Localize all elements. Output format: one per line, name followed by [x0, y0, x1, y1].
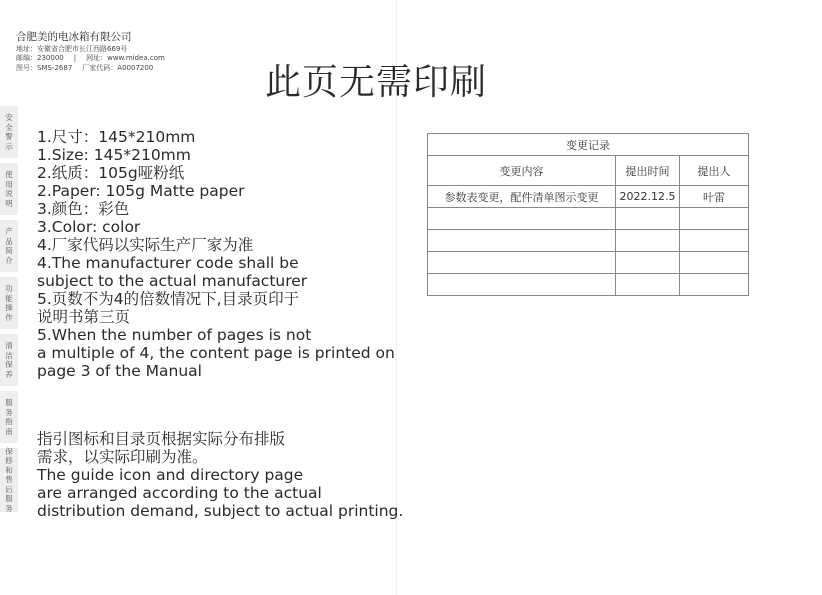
side-tab — [0, 106, 18, 158]
note-line: a multiple of 4, the content page is printed on — [37, 344, 395, 362]
side-tab-char: 能 — [5, 293, 13, 303]
side-tab-char: 养 — [5, 369, 13, 379]
company-info — [16, 32, 165, 74]
separator: | — [73, 54, 77, 62]
postcode: 邮编：230000 — [16, 54, 64, 62]
table-cell — [428, 230, 616, 252]
side-tab-char: 保 — [5, 360, 13, 369]
side-tab-char: 安 — [5, 113, 13, 122]
side-tab-char: 产 — [5, 227, 13, 236]
table-cell — [428, 208, 616, 230]
table-cell — [680, 208, 749, 230]
guide-line: distribution demand, subject to actual printing. — [37, 502, 404, 520]
table-row — [428, 252, 749, 274]
doc-number: 图号：SMS-2687 — [16, 63, 73, 72]
side-tab-char: 介 — [5, 255, 13, 265]
note-line: 5.When the number of pages is not — [37, 326, 312, 344]
guide-line: The guide icon and directory page — [37, 466, 304, 484]
side-tab-char: 示 — [5, 141, 13, 151]
vendor-code: 厂家代码：A0007200 — [82, 63, 154, 72]
note-line: 3.颜色：彩色 — [37, 200, 130, 218]
note-line: page 3 of the Manual — [37, 362, 202, 380]
side-tab-char: 保 — [5, 446, 13, 456]
side-tab — [0, 220, 18, 272]
side-tab-char: 指 — [5, 417, 13, 426]
side-tab-char: 后 — [5, 484, 13, 494]
side-tab-char: 使 — [5, 170, 13, 179]
table-cell — [616, 208, 680, 230]
note-line: subject to the actual manufacturer — [37, 272, 308, 290]
table-cell: 2022.12.5 — [616, 186, 680, 208]
note-line: 4.The manufacturer code shall be — [37, 254, 299, 272]
note-line: 4.厂家代码以实际生产厂家为准 — [37, 236, 254, 254]
table-row — [428, 230, 749, 252]
side-tab-char: 清 — [5, 341, 13, 350]
page-headline: 此页无需印刷 — [265, 62, 488, 103]
note-line: 2.纸质：105g哑粉纸 — [37, 164, 185, 182]
guide-line: are arranged according to the actual — [37, 484, 322, 502]
note-line: 2.Paper: 105g Matte paper — [37, 182, 245, 200]
change-log-table — [427, 133, 749, 296]
change-log-title: 变更记录 — [428, 134, 749, 156]
side-tab-char: 售 — [5, 475, 13, 485]
table-row — [428, 208, 749, 230]
guide-line: 指引图标和目录页根据实际分布排版 — [37, 430, 286, 448]
table-cell: 参数表变更，配件清单图示变更 — [428, 186, 616, 208]
guide-notes — [37, 430, 403, 520]
side-tab — [0, 277, 18, 329]
side-tab-char: 明 — [5, 198, 13, 208]
postcode-website-line — [16, 55, 165, 62]
side-tab-char: 操 — [5, 303, 13, 312]
table-cell — [428, 274, 616, 296]
note-line: 1.尺寸：145*210mm — [37, 128, 196, 146]
side-tab-char: 服 — [5, 494, 13, 504]
note-line: 说明书第三页 — [37, 308, 131, 326]
side-tab-char: 功 — [5, 284, 13, 293]
table-cell — [616, 274, 680, 296]
side-tab-char: 品 — [5, 236, 13, 246]
table-cell — [428, 252, 616, 274]
table-cell — [616, 252, 680, 274]
side-tab-char: 修 — [5, 456, 13, 466]
side-tab-char: 简 — [5, 246, 13, 255]
side-tab-char: 务 — [5, 503, 13, 513]
company-address: 地址：安徽省合肥市长江西路669号 — [16, 44, 128, 53]
header-proposer: 提出人 — [680, 156, 749, 186]
guide-line: 需求，以实际印刷为准。 — [37, 448, 208, 466]
side-tab-char: 全 — [5, 122, 13, 132]
table-cell — [680, 252, 749, 274]
side-tab-char: 和 — [5, 465, 13, 475]
side-tab — [0, 448, 18, 512]
header-date: 提出时间 — [616, 156, 680, 186]
side-tab-char: 警 — [5, 132, 13, 141]
note-line: 5.页数不为4的倍数情况下,目录页印于 — [37, 290, 300, 308]
header-change-content: 变更内容 — [428, 156, 616, 186]
table-row — [428, 186, 749, 208]
side-tab-char: 用 — [5, 179, 13, 189]
side-tab — [0, 391, 18, 443]
company-name: 合肥美的电冰箱有限公司 — [16, 31, 132, 43]
side-tab-char: 务 — [5, 407, 13, 417]
side-tab — [0, 334, 18, 386]
print-notes — [37, 128, 395, 380]
table-cell — [616, 230, 680, 252]
side-tab-char: 洁 — [5, 350, 13, 360]
website: 网址：www.midea.com — [86, 54, 165, 62]
side-tab-char: 说 — [5, 189, 13, 198]
side-tab-char: 服 — [5, 398, 13, 407]
table-row — [428, 274, 749, 296]
docno-vendor-line — [16, 65, 165, 72]
side-tab — [0, 163, 18, 215]
side-tab-char: 作 — [5, 312, 13, 322]
table-cell: 叶雷 — [680, 186, 749, 208]
note-line: 3.Color: color — [37, 218, 141, 236]
table-cell — [680, 230, 749, 252]
side-tab-char: 南 — [5, 426, 13, 436]
note-line: 1.Size: 145*210mm — [37, 146, 191, 164]
table-cell — [680, 274, 749, 296]
side-tab-strip — [0, 106, 18, 517]
